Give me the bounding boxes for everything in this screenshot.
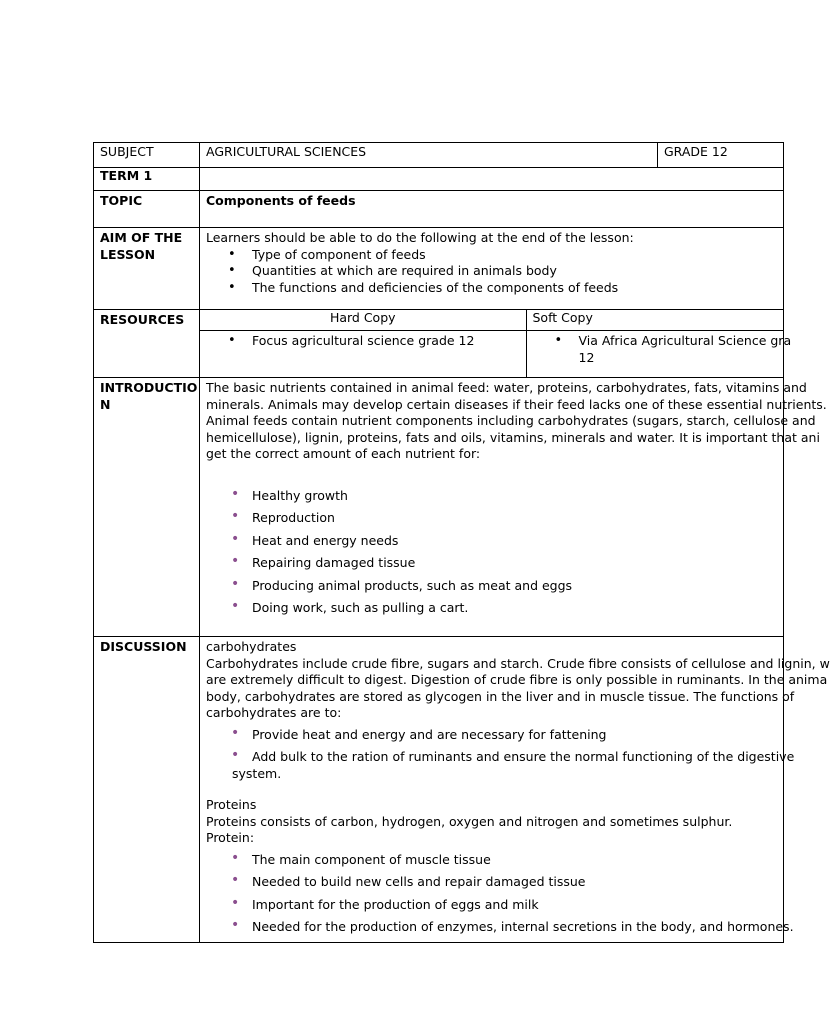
lesson-plan-table — [93, 142, 830, 943]
aim-label-line2: LESSON — [100, 246, 156, 262]
list-item: • The main component of muscle tissue — [206, 852, 777, 869]
term-row — [94, 168, 784, 191]
carbohydrates-line: carbohydrates are to: — [206, 705, 342, 720]
term-label: TERM 1 — [94, 168, 200, 191]
hard-copy-item: • Focus agricultural science grade 12 — [206, 333, 520, 350]
carbohydrates-item-line2: system. — [232, 765, 282, 781]
topic-value: Components of feeds — [200, 191, 784, 228]
discussion-row — [94, 637, 784, 943]
introduction-line: The basic nutrients contained in animal feed: water, proteins, carbohydrates, fats, vitamins and — [206, 380, 807, 395]
list-item: • Type of component of feeds — [206, 247, 777, 264]
soft-copy-header: Soft Copy — [526, 310, 783, 331]
proteins-line: Proteins consists of carbon, hydrogen, oxygen and nitrogen and sometimes sulphur. — [206, 813, 733, 829]
subject-value: AGRICULTURAL SCIENCES — [200, 143, 658, 168]
resources-label: RESOURCES — [94, 310, 200, 378]
aim-row — [94, 228, 784, 310]
proteins-list — [206, 851, 794, 936]
subject-label: SUBJECT — [94, 143, 200, 168]
introduction-line: minerals. Animals may develop certain diseases if their feed lacks one of these essential nutrients. — [206, 396, 827, 412]
carbohydrates-heading: carbohydrates — [206, 639, 297, 654]
carbohydrates-line: are extremely difficult to digest. Digestion of crude fibre is only possible in ruminants. In the anima — [206, 672, 828, 687]
aim-label — [94, 228, 200, 310]
introduction-label — [94, 378, 200, 637]
list-item: • Quantities at which are required in animals body — [206, 263, 777, 280]
introduction-row — [94, 378, 784, 637]
list-item: • Producing animal products, such as meat and eggs — [206, 578, 777, 595]
introduction-list — [206, 488, 777, 617]
hard-copy-header: Hard Copy — [200, 310, 526, 331]
introduction-content — [200, 378, 827, 637]
carbohydrates-line: Carbohydrates include crude fibre, sugars and starch. Crude fibre consists of cellulose and lignin, w — [206, 655, 830, 671]
list-item — [206, 749, 795, 782]
list-item: • Healthy growth — [206, 488, 777, 505]
carbohydrates-line: body, carbohydrates are stored as glycogen in the liver and in muscle tissue. The functions of — [206, 688, 795, 704]
introduction-line: hemicellulose), lignin, proteins, fats and oils, vitamins, minerals and water. It is important that ani — [206, 429, 820, 445]
list-item: • Doing work, such as pulling a cart. — [206, 600, 777, 617]
topic-row — [94, 191, 784, 228]
aim-label-line1: AIM OF THE — [100, 230, 183, 245]
soft-copy-item-line2: 12 — [578, 349, 595, 365]
introduction-label-line1: INTRODUCTIO — [100, 380, 198, 395]
protein-label: Protein: — [206, 830, 255, 845]
aim-list — [206, 247, 777, 297]
proteins-heading: Proteins — [206, 797, 257, 812]
introduction-line: Animal feeds contain nutrient components including carbohydrates (sugars, starch, cellulose and — [206, 413, 816, 428]
introduction-label-line2: N — [100, 396, 111, 412]
list-item: • The functions and deficiencies of the components of feeds — [206, 280, 777, 297]
resources-table — [200, 310, 792, 377]
list-item: • Important for the production of eggs and milk — [206, 897, 777, 914]
soft-copy-cell — [526, 331, 792, 377]
resources-content — [200, 310, 792, 378]
header-row — [94, 143, 784, 168]
resources-row — [94, 310, 784, 378]
discussion-label: DISCUSSION — [94, 637, 200, 943]
carbohydrates-list — [206, 726, 795, 783]
discussion-content — [200, 637, 830, 943]
soft-copy-item — [533, 333, 792, 366]
introduction-line: get the correct amount of each nutrient for: — [206, 446, 481, 461]
list-item: • Reproduction — [206, 510, 777, 527]
list-item: • Needed to build new cells and repair damaged tissue — [206, 874, 777, 891]
list-item: • Heat and energy needs — [206, 533, 777, 550]
hard-copy-cell — [200, 331, 526, 377]
soft-copy-item-line1: • Via Africa Agricultural Science gra — [578, 333, 792, 348]
aim-content — [200, 228, 784, 310]
topic-label: TOPIC — [94, 191, 200, 228]
carbohydrates-item-line1: • Add bulk to the ration of ruminants and ensure the normal functioning of the digestive — [252, 749, 795, 764]
term-value — [200, 168, 784, 191]
list-item: • Provide heat and energy and are necessary for fattening — [206, 727, 777, 744]
list-item: • Repairing damaged tissue — [206, 555, 777, 572]
grade-label: GRADE 12 — [658, 143, 784, 168]
aim-intro: Learners should be able to do the following at the end of the lesson: — [206, 230, 634, 245]
list-item: • Needed for the production of enzymes, internal secretions in the body, and hormones. — [206, 919, 777, 936]
